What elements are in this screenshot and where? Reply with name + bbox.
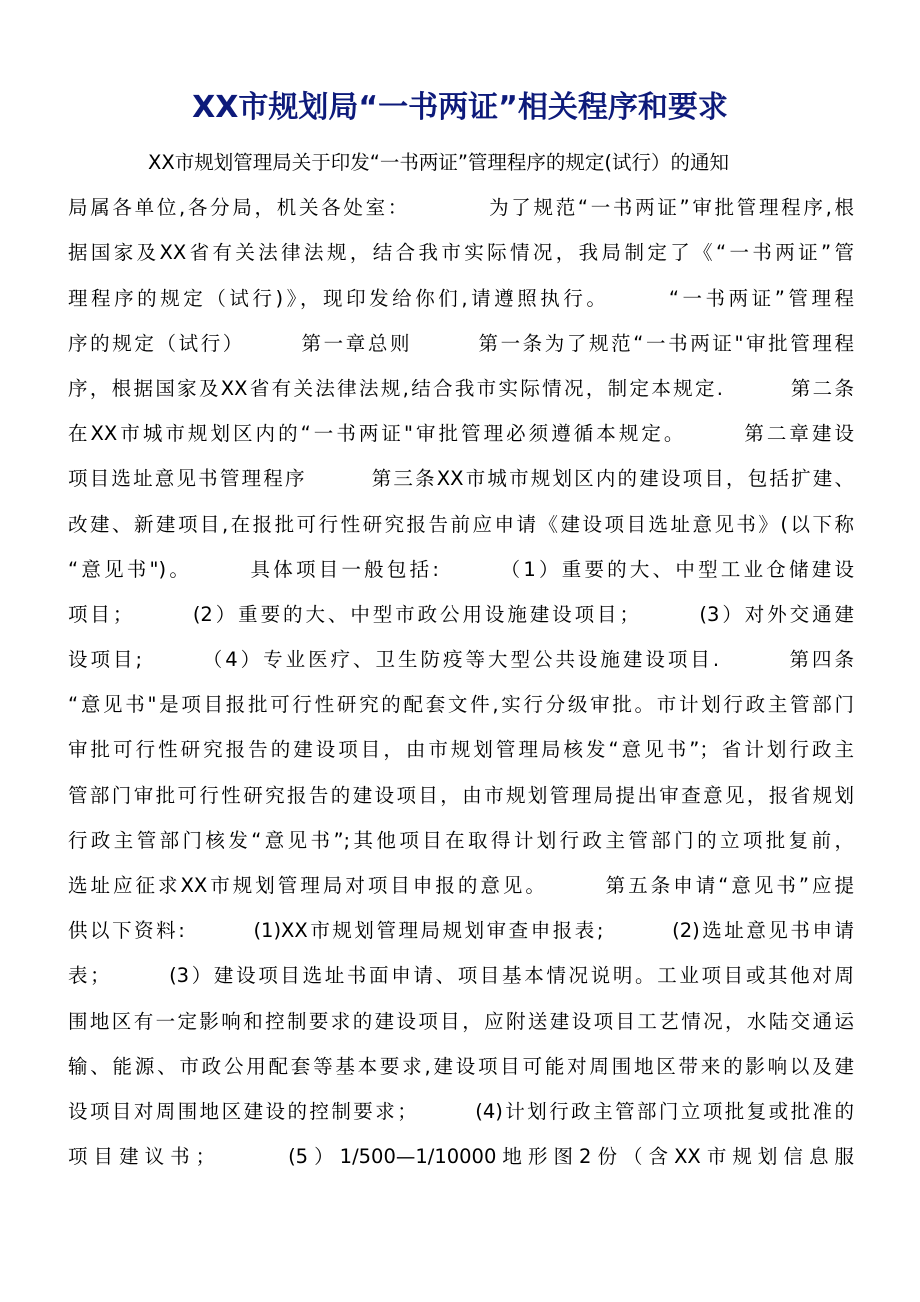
document-title: XX市规划局“一书两证”相关程序和要求 <box>192 90 728 125</box>
paragraph-line: 表； (3）建设项目选址书面申请、项目基本情况说明。工业项目或其他对周 <box>68 964 854 988</box>
paragraph-line: 局属各单位,各分局，机关各处室： 为了规范“一书两证”审批管理程序,根 <box>68 196 854 220</box>
paragraph-line: 行政主管部门核发“意见书”;其他项目在取得计划行政主管部门的立项批复前， <box>68 828 854 852</box>
paragraph-line: 序，根据国家及XX省有关法律法规,结合我市实际情况，制定本规定. 第二条 <box>68 376 854 400</box>
paragraph-line: 在XX市城市规划区内的“一书两证"审批管理必须遵循本规定。 第二章建设 <box>68 422 854 446</box>
document-body <box>68 140 854 1179</box>
paragraph-line: 供以下资料: (1)XX市规划管理局规划审查申报表; (2)选址意见书申请 <box>68 919 854 943</box>
paragraph-line: 序的规定（试行） 第一章总则 第一条为了规范“一书两证"审批管理程 <box>68 331 854 355</box>
paragraph-line: 选址应征求XX市规划管理局对项目申报的意见。 第五条申请“意见书”应提 <box>68 874 854 897</box>
paragraph-line: 理程序的规定（试行)》，现印发给你们,请遵照执行。 “一书两证”管理程 <box>68 286 854 310</box>
paragraph-line-notice-heading: XX市规划管理局关于印发“一书两证”管理程序的规定(试行）的通知 <box>148 151 730 174</box>
paragraph-line: 项目建议书； (5）1/500—1/10000地形图2份（含XX市规划信息服 <box>68 1145 854 1169</box>
paragraph-line: 项目； (2）重要的大、中型市政公用设施建设项目； (3）对外交通建 <box>68 602 854 626</box>
paragraph-line: 改建、新建项目,在报批可行性研究报告前应申请《建设项目选址意见书》(以下称 <box>68 512 854 536</box>
paragraph-line: 设项目; （4）专业医疗、卫生防疫等大型公共设施建设项目. 第四条 <box>68 648 854 672</box>
paragraph-line: 据国家及XX省有关法律法规，结合我市实际情况，我局制定了《“一书两证”管 <box>68 241 854 265</box>
paragraph-line: “意见书")。 具体项目一般包括: （1）重要的大、中型工业仓储建设 <box>68 557 854 581</box>
paragraph-line: 管部门审批可行性研究报告的建设项目，由市规划管理局提出审查意见，报省规划 <box>68 783 854 807</box>
paragraph-line: 审批可行性研究报告的建设项目，由市规划管理局核发“意见书”；省计划行政主 <box>68 738 854 762</box>
paragraph-line: 项目选址意见书管理程序 第三条XX市城市规划区内的建设项目，包括扩建、 <box>68 467 854 491</box>
paragraph-line: “意见书"是项目报批可行性研究的配套文件,实行分级审批。市计划行政主管部门 <box>68 693 854 717</box>
paragraph-line: 设项目对周围地区建设的控制要求； (4)计划行政主管部门立项批复或批准的 <box>68 1099 854 1123</box>
paragraph-line: 输、能源、市政公用配套等基本要求,建设项目可能对周围地区带来的影响以及建 <box>68 1054 854 1078</box>
paragraph-line: 围地区有一定影响和控制要求的建设项目，应附送建设项目工艺情况，水陆交通运 <box>68 1009 854 1033</box>
